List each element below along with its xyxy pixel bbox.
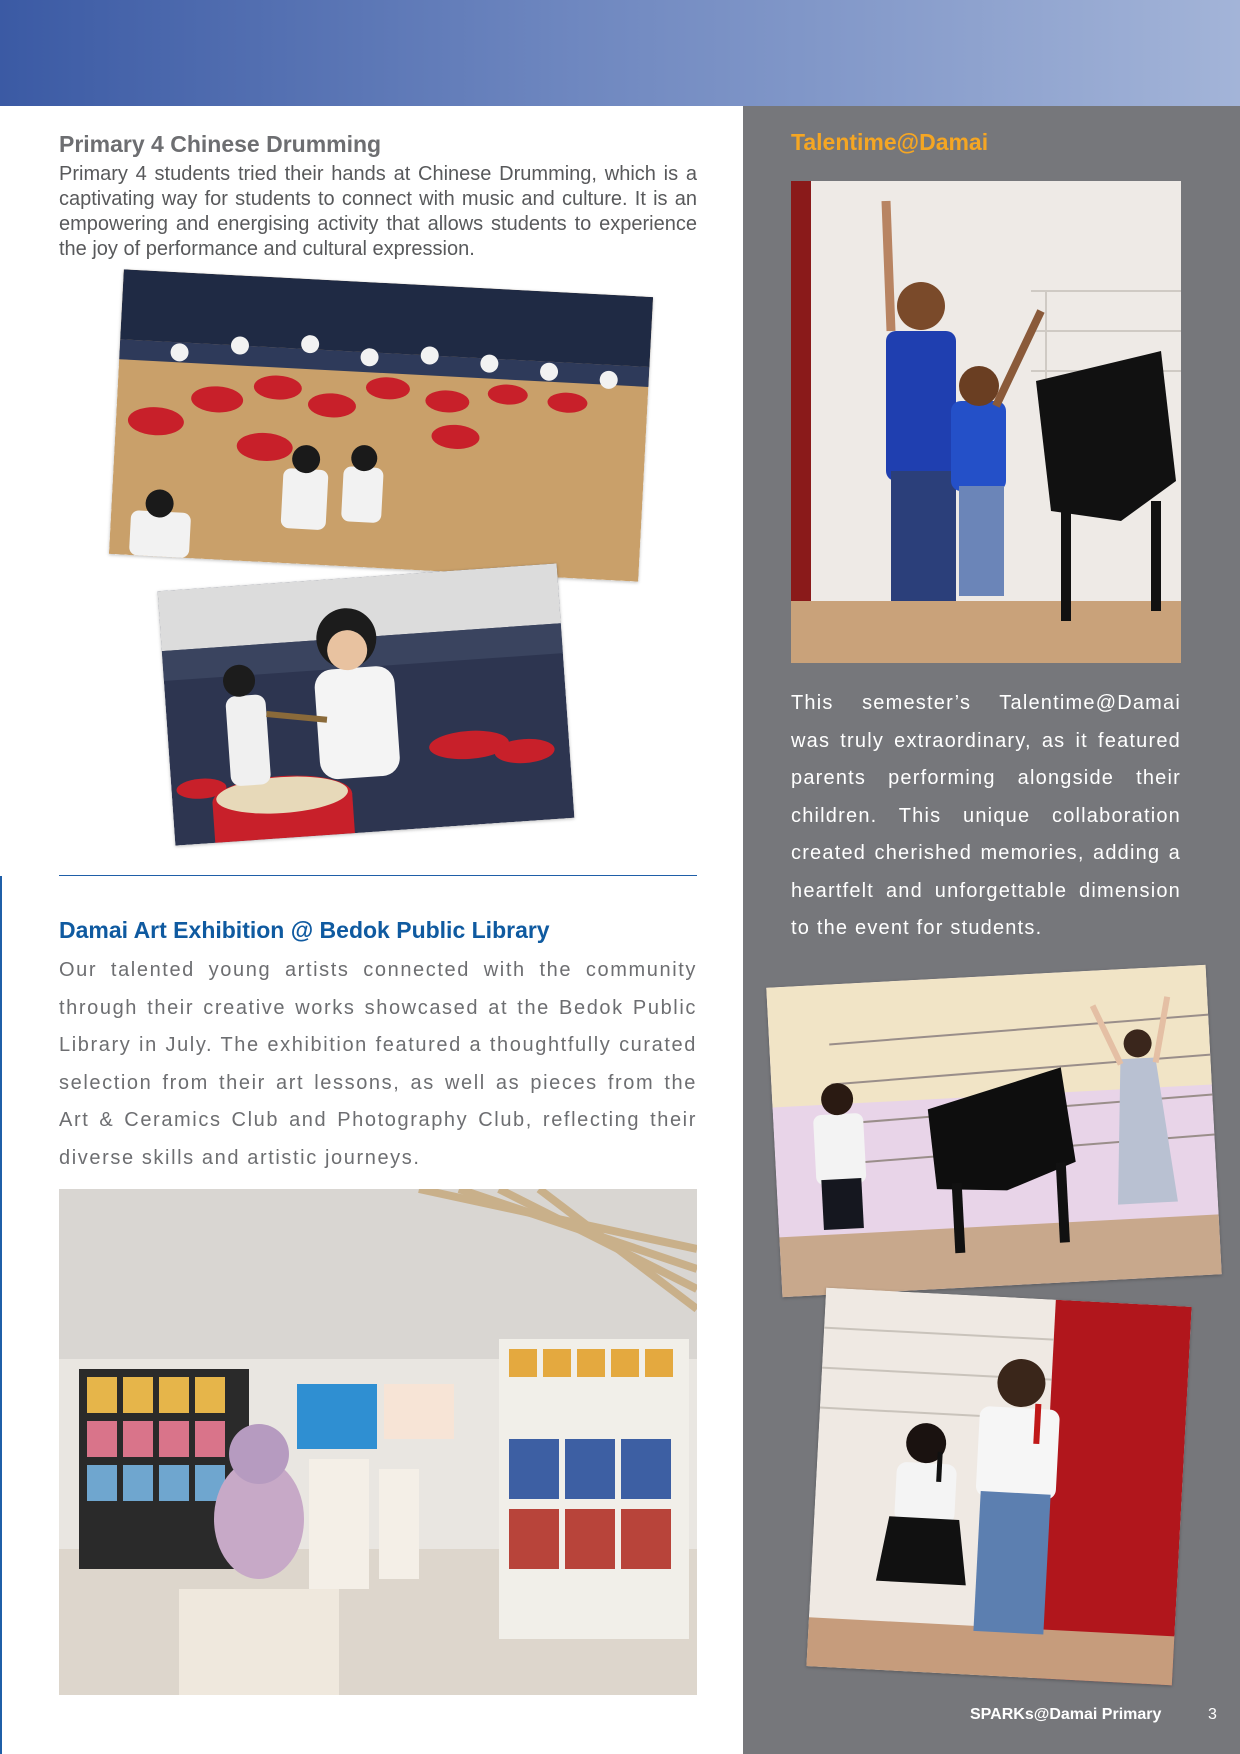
left-edge-rule bbox=[0, 876, 2, 1754]
drumming-heading: Primary 4 Chinese Drumming bbox=[59, 131, 382, 157]
footer-brand: SPARKs@Damai Primary bbox=[970, 1706, 1162, 1723]
art-exhibition-heading: Damai Art Exhibition @ Bedok Public Library bbox=[59, 917, 550, 943]
section-divider bbox=[59, 875, 697, 876]
header-banner bbox=[0, 0, 1240, 106]
art-exhibition-photo bbox=[59, 1189, 697, 1695]
drumming-body: Primary 4 students tried their hands at Chinese Drumming, which is a captivating way for students to connect with music and culture. It is an empowering and energising activity that allows students to experience the joy of performance and cultural expression. bbox=[59, 163, 697, 260]
talentime-photo-main bbox=[791, 181, 1181, 663]
talentime-photo-duet bbox=[806, 1288, 1191, 1686]
page-number: 3 bbox=[1208, 1706, 1217, 1723]
art-exhibition-body: Our talented young artists connected with the community through their creative works showcased at the Bedok Public Library in July. The exhibition featured a thoughtfully curated selection from their art lessons, as well as pieces from the Art & Ceramics Club and Photography Club, reflecting their diverse skills and artistic journeys. bbox=[59, 959, 697, 1169]
drumming-photo-closeup bbox=[158, 563, 575, 845]
talentime-body: This semester’s Talentime@Damai was truly extraordinary, as it featured parents performing alongside their children. This unique collaboration created cherished memories, adding a heartfelt and unforgettable dimension to the event for students. bbox=[791, 692, 1181, 939]
talentime-heading: Talentime@Damai bbox=[791, 129, 989, 155]
drumming-photo-group bbox=[109, 269, 653, 581]
talentime-photo-piano bbox=[766, 965, 1222, 1298]
